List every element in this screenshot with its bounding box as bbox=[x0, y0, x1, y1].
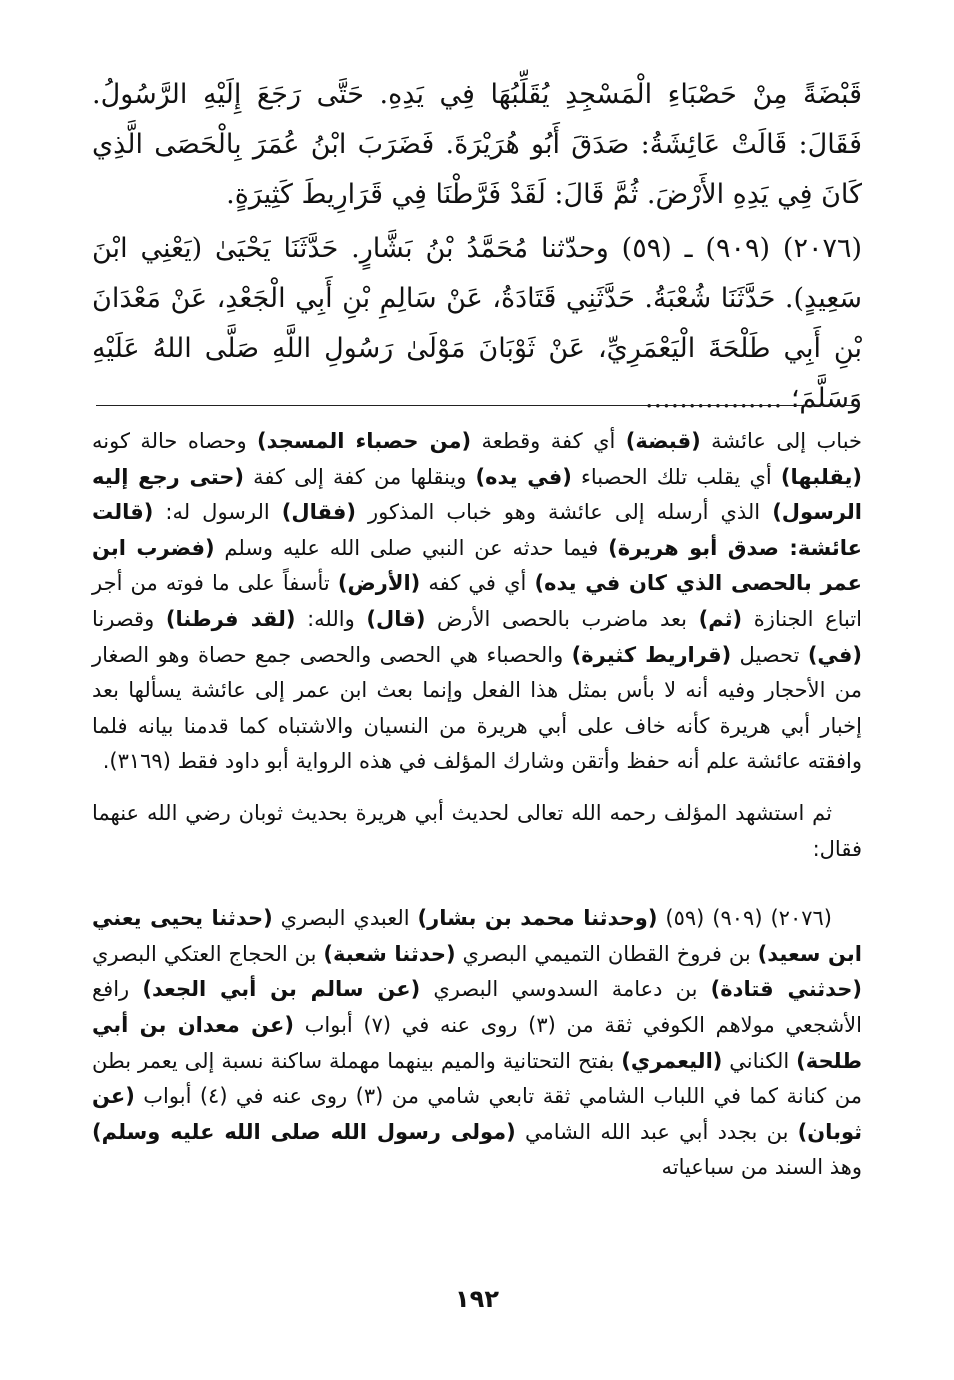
matn-paragraph-2 bbox=[92, 224, 862, 424]
matn-paragraph-2-text: (٢٠٧٦) (٩٠٩) ـ (٥٩) وحدّثنا مُحَمَّدُ بْنُ بَشَّارٍ. حَدَّثَنَا يَحْيَىٰ (يَعْنِي ابْنَ سَعِيدٍ). حَدَّثَنَا شُعْبَةُ. حَدَّثَنِي قَتَادَةُ، عَنْ سَالِمِ بْنِ أَبِي الْجَعْدِ، عَنْ مَعْدَانَ بْنِ أَبِي طَلْحَةَ الْيَعْمَرِيِّ، عَنْ ثَوْبَانَ مَوْلَىٰ رَسُولِ اللَّهِ صَلَّى اللهُ عَلَيْهِ وَسَلَّمَ؛ bbox=[92, 233, 862, 414]
commentary-p1-text-run: أي كفة وقطعة bbox=[471, 429, 626, 453]
commentary-p3-bold-run: (وحدثنا محمد بن بشار) bbox=[417, 906, 658, 931]
commentary-p3-text-run: وهذ السند من سباعياته bbox=[661, 1155, 862, 1180]
commentary-p1-bold-run: (فضرب ابن عمر بالحصى الذي كان في يده) bbox=[92, 535, 862, 596]
commentary-section bbox=[92, 424, 862, 1186]
commentary-p1-bold-run: (قبضة) bbox=[625, 429, 701, 453]
commentary-p1-text-run: فيما حدثه عن النبي صلى الله عليه وسلم bbox=[214, 535, 609, 560]
commentary-p1-text-run: أي في كفه bbox=[420, 571, 535, 596]
commentary-p3-text-run: بن دعامة السدوسي البصري bbox=[420, 977, 711, 1002]
commentary-p1-text-run: الذي أرسله إلى عائشة وهو خباب المذكور bbox=[355, 500, 773, 525]
commentary-p3-text-run: بن فروخ القطان التميمي البصري bbox=[455, 941, 758, 966]
commentary-p1-bold-run: (قال) bbox=[366, 606, 426, 631]
commentary-p1-text-run: تأسفاً على ما فوته من أجر اتباع الجنازة bbox=[92, 571, 863, 631]
commentary-p3-bold-run: (عن معدان بن أبي طلحة) bbox=[92, 1012, 862, 1073]
commentary-p1-bold-run: (لقد فرطنا) bbox=[165, 606, 296, 631]
commentary-p1-bold-run: (في) bbox=[807, 642, 863, 667]
matn-paragraph-2-dots: ................ bbox=[644, 383, 783, 414]
commentary-p1-bold-run: (في يده) bbox=[475, 464, 572, 489]
commentary-p3-bold-run: (حدثنا شعبة) bbox=[323, 941, 456, 966]
commentary-p1-bold-run: (ثم) bbox=[698, 606, 743, 631]
commentary-p3-bold-run: (حدثني قتادة) bbox=[710, 977, 863, 1002]
commentary-p1-text-run: وقصرنا bbox=[92, 606, 166, 631]
commentary-p1-text-run: تحصيل bbox=[731, 642, 808, 667]
commentary-p3-text-run: (٢٠٧٦) (٩٠٩) (٥٩) bbox=[657, 906, 832, 931]
commentary-paragraph-1 bbox=[92, 424, 862, 780]
commentary-p3-bold-run: (عن سالم بن أبي الجعد) bbox=[142, 977, 421, 1002]
commentary-paragraph-3 bbox=[92, 901, 862, 1186]
commentary-p1-bold-run: (قراريط كثيرة) bbox=[571, 642, 732, 667]
commentary-p3-text-run: بفتح التحتانية والميم بينهما مهملة ساكنة نسبة إلى يعمر بطن من كنانة كما في اللباب الشامي ثقة تابعي شامي من (٣) روى عنه في (٤) أبواب bbox=[92, 1048, 862, 1109]
page-number: ١٩٢ bbox=[455, 1285, 499, 1313]
commentary-p3-text-run: بن الحجاج العتكي البصري bbox=[92, 941, 324, 966]
commentary-p1-text-run: وينقلها من كفة إلى كفة bbox=[244, 464, 476, 489]
commentary-p3-bold-run: (عن ثوبان) bbox=[92, 1084, 862, 1144]
commentary-p1-text-run: أي يقلب تلك الحصباء bbox=[571, 464, 781, 489]
commentary-p3-bold-run: (مولى رسول الله صلى الله عليه وسلم) bbox=[92, 1119, 516, 1144]
commentary-p1-bold-run: (يقلبها) bbox=[780, 464, 862, 489]
commentary-p1-text-run: وحصاه حالة كونه bbox=[92, 429, 258, 453]
commentary-p3-text-run: الكناني bbox=[722, 1048, 797, 1073]
commentary-p1-text-run: والله: bbox=[295, 606, 367, 631]
footnote-divider bbox=[96, 405, 860, 406]
commentary-p3-bold-run: (اليعمري) bbox=[621, 1048, 723, 1073]
commentary-p1-bold-run: (من حصباء المسجد) bbox=[257, 429, 472, 453]
matn-section bbox=[92, 70, 862, 424]
matn-paragraph-1: قَبْضَةً مِنْ حَصْبَاءِ الْمَسْجِدِ يُقَلِّبُهَا فِي يَدِهِ. حَتَّى رَجَعَ إِلَيْهِ الرَّسُولُ. فَقَالَ: قَالَتْ عَائِشَةُ: صَدَقَ أَبُو هُرَيْرَةَ. فَضَرَبَ ابْنُ عُمَرَ بِالْحَصَى الَّذِي كَانَ فِي يَدِهِ الأَرْضَ. ثُمَّ قَالَ: لَقَدْ فَرَّطْنَا فِي قَرَارِيطَ كَثِيرَةٍ. bbox=[92, 79, 862, 210]
commentary-p1-bold-run: (فقال) bbox=[281, 500, 356, 525]
commentary-p1-text-run: والحصباء هي الحصى والحصى جمع حصاة وهو الصغار من الأحجار وفيه أنه لا بأس بمثل هذا الفعل وإنما بعث ابن عمر إلى عائشة يسألها بعد إخبار أبي هريرة كأنه خاف على أبي هريرة من النسيان والاشتباه كما قدمنا بيانه فلما وافقته عائشة علم أنه حفظ وأتقن وشارك المؤلف في هذه الرواية أبو داود فقط (٣١٦٩). bbox=[92, 642, 862, 774]
commentary-p1-bold-run: (قالت عائشة: صدق أبو هريرة) bbox=[92, 500, 862, 560]
commentary-p1-bold-run: (الأرض) bbox=[337, 571, 421, 596]
commentary-p3-text-run: العبدي البصري bbox=[272, 906, 418, 931]
commentary-p3-bold-run: (حدثنا يحيى يعني ابن سعيد) bbox=[92, 906, 862, 966]
commentary-p1-text-run: بعد ماضرب بالحصى الأرض bbox=[425, 606, 699, 631]
commentary-p1-text-run: خباب إلى عائشة bbox=[700, 429, 863, 453]
commentary-p3-text-run: رافع الأشجعي مولاهم الكوفي ثقة من (٣) روى عنه في (٧) أبواب bbox=[92, 977, 862, 1037]
commentary-p1-bold-run: (حتى رجع إليه الرسول) bbox=[92, 464, 862, 525]
commentary-p1-text-run: الرسول له: bbox=[153, 500, 282, 525]
commentary-paragraph-2: ثم استشهد المؤلف رحمه الله تعالى لحديث أبي هريرة بحديث ثوبان رضي الله عنهما فقال: bbox=[92, 800, 862, 861]
commentary-p3-text-run: بن بجدد أبي عبد الله الشامي bbox=[515, 1119, 798, 1144]
